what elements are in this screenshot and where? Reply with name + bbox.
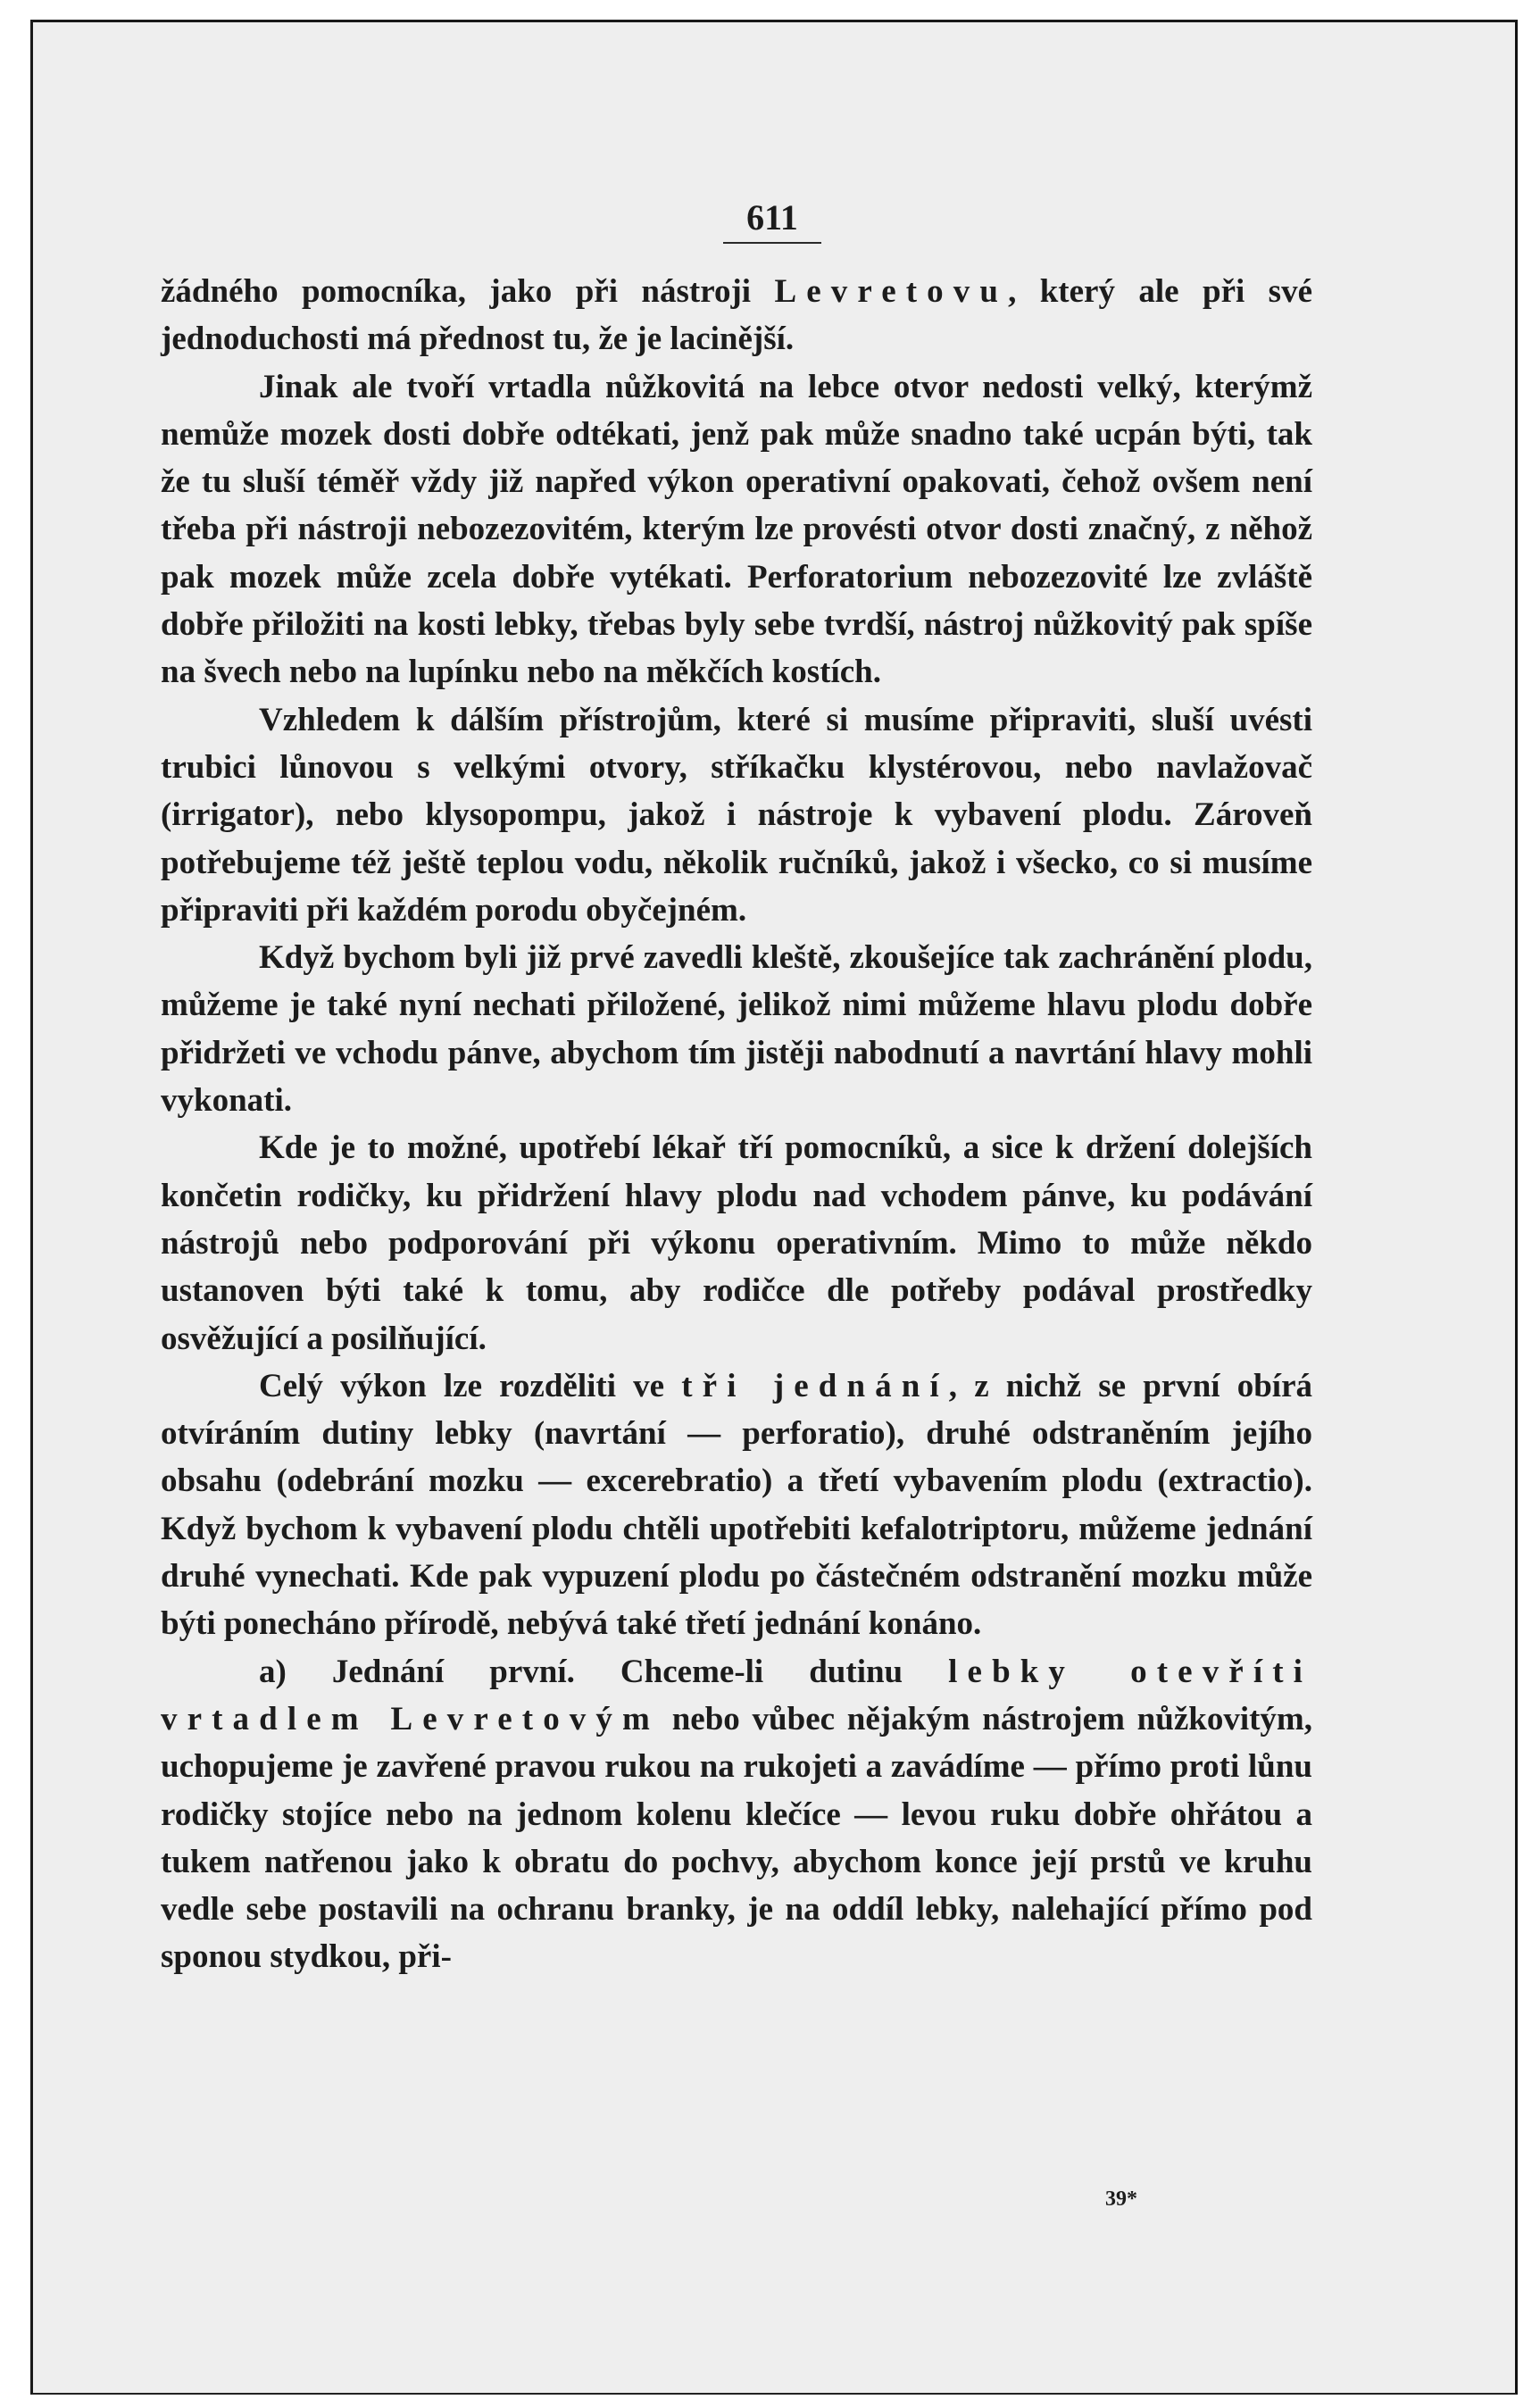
paragraph-1 bbox=[161, 268, 1312, 363]
paragraph-2 bbox=[161, 363, 1312, 696]
spaced-name-levret: Levretovu bbox=[774, 273, 1009, 310]
spaced-phrase-three-acts: tři jednání bbox=[681, 1367, 949, 1404]
text-segment: Vzhledem k dálším přístrojům, které si musíme připraviti, sluší uvésti trubici lůnovou s velkými otvory, stříkačku klystérovou, nebo navlažovač (irrigator), nebo klysopompu, jakož i nástroje k vybavení plodu. Zároveň potřebujeme též ještě teplou vodu, několik ručníků, jakož i všecko, co si musíme připraviti při každém porodu obyčejném. bbox=[161, 701, 1312, 929]
text-segment: žádného pomocníka, jako při nástroji bbox=[161, 273, 775, 310]
text-segment: Kde je to možné, upotřebí lékař tří pomocníků, a sice k držení dolejších končetin rodičky, ku přidržení hlavy plodu nad vchodem pánve, ku podávání nástrojů nebo podporování při výkonu operativním. Mimo to může někdo ustanoven býti také k tomu, aby rodičce dle potřeby podával prostředky osvěžující a posilňující. bbox=[161, 1129, 1312, 1357]
text-segment: nebo vůbec nějakým nástrojem nůžkovitým, uchopujeme je zavřené pravou rukou na rukojeti a zavádíme — přímo proti lůnu rodičky stojíce nebo na jednom kolenu klečíce — levou ruku dobře ohřátou a tukem natřenou jako k obratu do pochvy, abychom konce její prstů ve kruhu vedle sebe postavili na ochranu branky, je na oddíl lebky, nalehající přímo pod sponou stydkou, při- bbox=[161, 1700, 1312, 1976]
paragraph-7 bbox=[161, 1648, 1312, 1981]
text-segment: Když bychom byli již prvé zavedli kleště, zkoušejíce tak zachránění plodu, můžeme je také nyní nechati přiložené, jelikož nimi můžeme hlavu plodu dobře přidržeti ve vchodu pánve, abychom tím jistěji nabodnutí a navrtání hlavy mohli vykonati. bbox=[161, 939, 1312, 1120]
text-segment: , z nichž se první obírá otvíráním dutiny lebky (navrtání — perforatio), druhé odstraněním jejího obsahu (odebrání mozku — excerebratio) a třetí vybavením plodu (extractio). Když bychom k vybavení plodu chtěli upotřebiti kefalotriptoru, můžeme jednání druhé vynechati. Kde pak vypuzení plodu po částečném odstranění mozku může býti ponecháno přírodě, nebývá také třetí jednání konáno. bbox=[161, 1367, 1312, 1643]
text-segment: Celý výkon lze rozděliti ve bbox=[259, 1367, 682, 1404]
paragraph-5 bbox=[161, 1124, 1312, 1362]
signature-mark: 39* bbox=[1105, 2187, 1137, 2211]
body-text bbox=[161, 268, 1312, 1981]
text-segment: , který ale při své jednoduchosti má přednost tu, že je lacinější. bbox=[161, 273, 1313, 358]
text-segment: a) Jednání první. Chceme-li dutinu bbox=[259, 1653, 949, 1690]
paragraph-6 bbox=[161, 1362, 1312, 1648]
paragraph-4 bbox=[161, 934, 1312, 1124]
text-segment: Jinak ale tvoří vrtadla nůžkovitá na lebce otvor nedosti velký, kterýmž nemůže mozek dosti dobře odtékati, jenž pak může snadno také ucpán býti, tak že tu sluší téměř vždy již napřed výkon operativní opakovati, čehož ovšem není třeba při nástroji nebozezovitém, kterým lze provésti otvor dosti značný, z něhož pak mozek může zcela dobře vytékati. Perforatorium nebozezovité lze zvláště dobře přiložiti na kosti lebky, třebas byly sebe tvrdší, nástroj nůžkovitý pak spíše na švech nebo na lupínku nebo na měkčích kostích. bbox=[161, 368, 1312, 691]
paragraph-3 bbox=[161, 696, 1312, 934]
spaced-phrase-levret-drill: lebky otevříti vrtadlem Levretovým bbox=[161, 1653, 1312, 1737]
page-number: 611 bbox=[723, 197, 821, 244]
